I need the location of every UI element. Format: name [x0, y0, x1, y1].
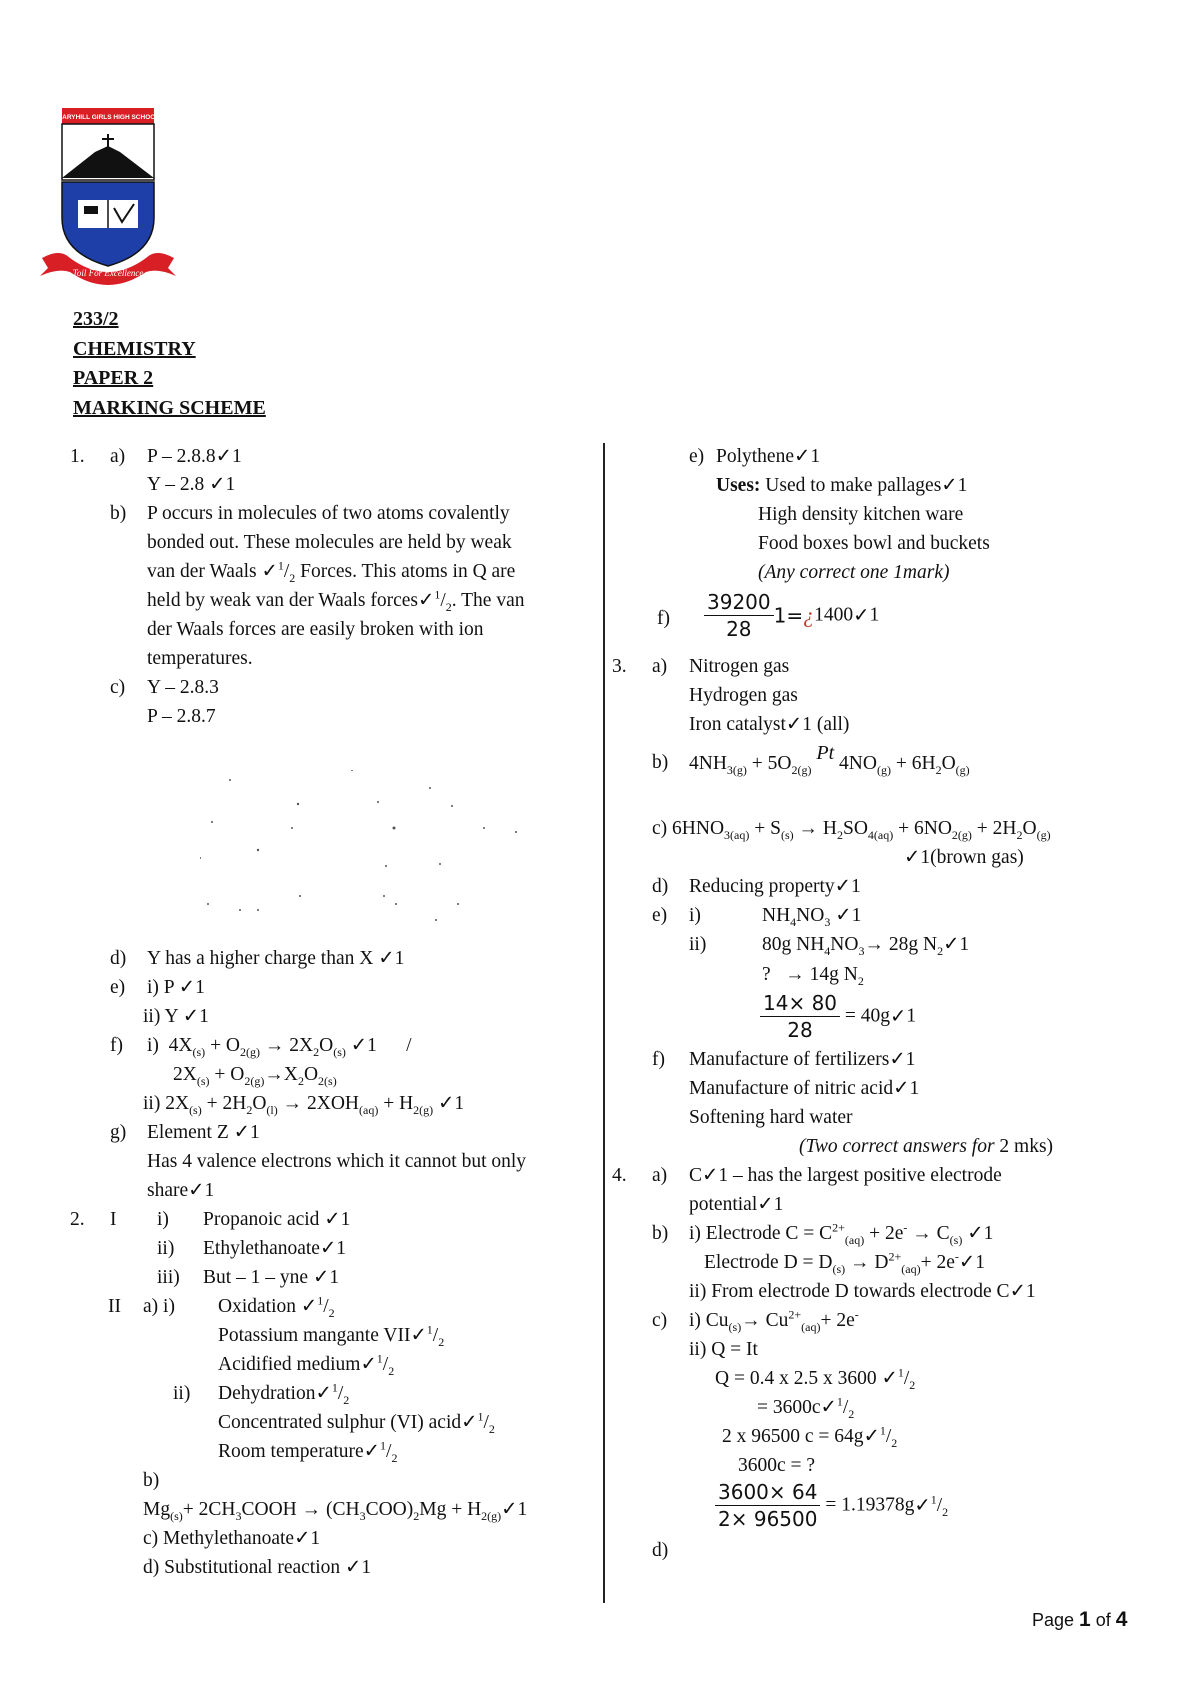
page-footer: Page 1 of 4	[1032, 1608, 1128, 1631]
fraction-calculation: $\frac{39200}{28}$ 1=¿1400✓1	[704, 589, 879, 642]
check-mark-icon: ✓	[904, 847, 921, 868]
check-mark-icon: ✓	[319, 1238, 337, 1259]
check-mark-icon: ✓	[233, 1122, 250, 1143]
fraction-calculation: $\frac{3600\times 64}{2\times 96500}$ = $1.19378g✓^1/_2$	[715, 1479, 948, 1532]
faded-diagram-remnant	[200, 770, 540, 930]
answer-line: P – 2.8.8✓1	[147, 446, 242, 467]
check-mark-icon: ✓	[261, 561, 278, 582]
document-title: MARKING SCHEME	[73, 396, 266, 419]
check-mark-icon: ✓	[794, 446, 811, 467]
check-mark-icon: ✓	[378, 948, 395, 969]
equation-line: $2X_{(s)} + O_{2(g)}\to X_2O_{2(s)}$	[173, 1064, 337, 1088]
column-divider	[603, 443, 605, 1603]
check-mark-icon: ✓	[417, 590, 435, 611]
check-mark-icon: ✓	[363, 1441, 381, 1462]
check-mark-icon: ✓	[410, 1325, 427, 1346]
check-mark-icon: ✓	[188, 1180, 205, 1201]
equation-line: $Mg_{(s)}+$ $2CH_3COOH \to (CH_3COO)_2Mg$ + $H_{2(g)}✓1$	[143, 1499, 528, 1523]
equation-line: ii) $2X_{(s)} + 2H_2O_{(l)} \to 2XOH_{(aq)} + H_{2(g)}$ ✓1	[143, 1093, 465, 1117]
check-mark-icon: ✓	[914, 1495, 931, 1517]
equation-line: i) $Cu_{(s)}\to Cu^{2+}_{(aq)}+ 2e^-$	[689, 1307, 859, 1334]
answer-line: held by weak van der Waals $forces✓^1/_2$. The van	[147, 587, 525, 614]
check-mark-icon: ✓	[324, 1209, 341, 1230]
check-mark-icon: ✓	[881, 1368, 898, 1389]
check-mark-icon: ✓	[501, 1499, 518, 1520]
check-mark-icon: ✓	[209, 474, 226, 495]
paper-number: PAPER 2	[73, 367, 154, 389]
check-mark-icon: ✓	[300, 1296, 318, 1317]
check-mark-icon: ✓	[853, 605, 870, 627]
check-mark-icon: ✓	[941, 475, 958, 496]
check-mark-icon: ✓	[890, 1006, 907, 1028]
school-crest-logo	[40, 108, 196, 293]
check-mark-icon: ✓	[834, 876, 852, 897]
subject-title: CHEMISTRY	[73, 337, 196, 360]
question-number: 1.	[70, 446, 85, 467]
check-mark-icon: ✓	[215, 446, 232, 467]
check-mark-icon: ✓	[785, 714, 803, 735]
svg-text:MARYHILL GIRLS HIGH SCHOOL: MARYHILL GIRLS HIGH SCHOOL	[56, 114, 160, 121]
equation-line: c) $6HNO_{3(aq)} + S_{(s)} \to H_2SO_{4(aq)} + 6NO_{2(g)} + 2H_2O_{(g)}$	[652, 818, 1051, 842]
question-number: 4.	[612, 1165, 627, 1186]
check-mark-icon: ✓	[294, 1528, 311, 1549]
paper-code: 233/2	[73, 308, 119, 330]
check-mark-icon: ✓	[438, 1093, 455, 1114]
check-mark-icon: ✓	[863, 1426, 880, 1447]
check-mark-icon: ✓	[350, 1035, 368, 1056]
document-page: MARYHILL GIRLS HIGH SCHOOL Toil For Excellence 233/2 CHEMISTRY PAPER 2 MARKING SCHEME 1. a) P – 2.8.8✓1 Y – 2.8 ✓1 b) P occurs in molecules of two atoms covalently bonded out. These molecules are held by weak van der Waals $✓^1/_2$ Forces. This atoms in Q are held by weak van der Waals $forces✓^1/_2$. The van der Waals forces are easily broken with ion temperatures. c) Y – 2.8.3 P – 2.8.7 d) Y has a higher charge than X ✓1 e) i) P ✓1 ii) Y ✓1 f) i) $4X_{(s)} + O_{2(g)} \to 2X_2O_{(s)}$ ✓1 / $2X_{(s)} + O_{2(g)}\to X_2O_{2(s)}$ ii) $2X_{(s)} + 2H_2O_{(l)} \to 2XOH_{(aq)} + H_{2(g)}$ ✓1 g) Element Z ✓1 Has 4 valence electrons which it cannot but only share✓1 2. I i) Propanoic acid ✓1 ii) Ethylethanoate✓1 iii) But – 1 – yne ✓1 II a) i) Oxidation $✓^1/_2$ Potassium mangante $VII✓^1/_2$ Acidified $medium✓^1/_2$ ii) $Dehydration✓^1/_2$ Concentrated sulphur (VI) $acid✓^1/_2$ Room $temperature✓^1/_2$ b) $Mg_{(s)}+$ $2CH_3COOH \to (CH_3COO)_2Mg$ + $H_{2(g)}✓1$ c) Methylethanoate✓1 d) Substitutional reaction ✓1 e) Polythene✓1 Uses: Used to make pallages✓1 High density kitchen ware Food boxes bowl and buckets (Any correct one 1mark) f) $\frac{39200}{28}$ 1=¿1400✓1 3. a) Nitrogen gas Hydrogen gas Iron catalyst✓1 (all) b) $4NH_{3(g)} + 5O_{2(g)}$ Pt $4NO_{(g)} + 6H_2O_{(g)}$ c) $6HNO_{3(aq)} + S_{(s)} \to H_2SO_{4(aq)} + 6NO_{2(g)} + 2H_2O_{(g)}$ ✓1(brown gas) d) Reducing property✓1 e) i) $NH_4NO_3$ ✓1 ii) 80g $NH_4NO_3\to 28g$ $N_2✓1$ ? → 14g $N_2$ $\frac{14\times 80}{28}$ = 40g✓1 f) Manufacture of fertilizers✓1 Manufacture of nitric acid✓1 Softening hard water (Two correct answers for 2 mks) 4. a) C✓1 – has the largest positive electrode potential✓1 b) i) Electrode $C = C^{2+}_{(aq)} + 2e^- \to C_{(s)}$ ✓1 Electrode $D = D_{(s)} \to D^{2+}_{(aq)}+$ 2e-✓1 ii) From electrode D towards electrode C✓1 c) i) $Cu_{(s)}\to Cu^{2+}_{(aq)}+ 2e^-$ ii) Q = It Q = 0.4 x 2.5 x 3600 $✓^1/_2$ = $3600c✓^1/_2$ 2 x 96500 $c = 64g✓^1/_2$ 3600c = ? $\frac{3600\times 64}{2\times 96500}$ = $1.19378g✓^1/_2$ d) Page 1 of 4	[0, 0, 1200, 1696]
check-mark-icon: ✓	[889, 1049, 906, 1070]
check-mark-icon: ✓	[958, 1252, 976, 1273]
check-mark-icon: ✓	[967, 1223, 984, 1244]
svg-text:Toil For Excellence: Toil For Excellence	[72, 268, 144, 278]
check-mark-icon: ✓	[820, 1397, 837, 1418]
equation-line: i) Electrode $C = C^{2+}_{(aq)} + 2e^- \to C_{(s)}$ ✓1	[689, 1220, 994, 1247]
question-number: 2.	[70, 1209, 85, 1230]
answer-line: van der Waals $✓^1/_2$ Forces. This atoms in Q are	[147, 558, 516, 585]
check-mark-icon: ✓	[461, 1412, 478, 1433]
equation-line: $4NH_{3(g)} + 5O_{2(g)}$ Pt $4NO_{(g)} + 6H_2O_{(g)}$	[689, 742, 970, 777]
answer-line: Y – 2.8 ✓1	[147, 474, 236, 495]
equation-line: Electrode $D = D_{(s)} \to D^{2+}_{(aq)}+$ 2e-✓1	[704, 1249, 985, 1276]
check-mark-icon: ✓	[943, 934, 960, 955]
check-mark-icon: ✓	[182, 1006, 200, 1027]
fraction-calculation: $\frac{14\times 80}{28}$ = 40g✓1	[760, 990, 916, 1043]
check-mark-icon: ✓	[315, 1383, 332, 1404]
check-mark-icon: ✓	[1009, 1281, 1026, 1302]
check-mark-icon: ✓	[757, 1194, 774, 1215]
check-mark-icon: ✓	[702, 1165, 719, 1186]
paper-header	[73, 305, 266, 423]
check-mark-icon: ✓	[345, 1557, 362, 1578]
question-number: 3.	[612, 656, 627, 677]
equation-line: i) $4X_{(s)} + O_{2(g)} \to 2X_2O_{(s)}$ ✓1 /	[147, 1035, 412, 1059]
check-mark-icon: ✓	[893, 1078, 910, 1099]
check-mark-icon: ✓	[360, 1354, 377, 1375]
check-mark-icon: ✓	[178, 977, 196, 998]
check-mark-icon: ✓	[312, 1267, 330, 1288]
check-mark-icon: ✓	[835, 905, 852, 926]
